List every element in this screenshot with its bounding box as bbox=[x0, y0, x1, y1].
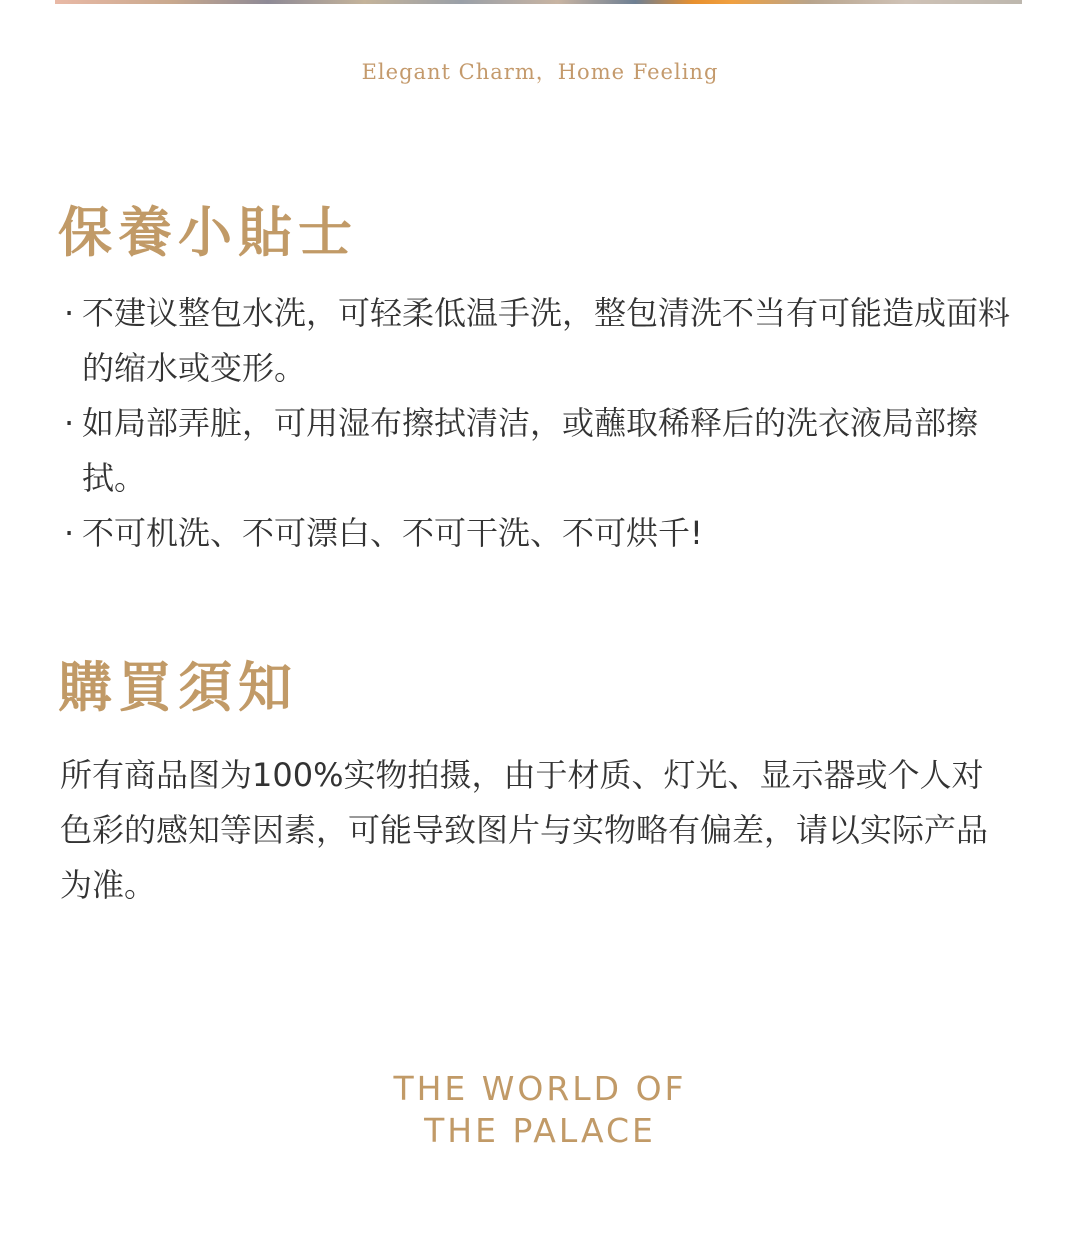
care-tips-title: 保養小貼士 bbox=[58, 200, 358, 264]
care-tip-item bbox=[60, 506, 1010, 561]
tagline: Elegant Charm，Home Feeling bbox=[361, 60, 719, 84]
purchase-notice-text: 所有商品图为100%实物拍摄，由于材质、灯光、显示器或个人对色彩的感知等因素，可能导致图片与实物略有偏差，请以实际产品为准。 bbox=[60, 756, 989, 904]
care-tip-text: 如局部弄脏，可用湿布擦拭清洁，或蘸取稀释后的洗衣液局部擦拭。 bbox=[82, 404, 979, 497]
bullet-dot: · bbox=[64, 294, 75, 332]
care-tip-item bbox=[60, 286, 1010, 396]
purchase-notice-title: 購買須知 bbox=[58, 655, 298, 719]
bullet-dot: · bbox=[64, 404, 75, 442]
care-tip-text: 不建议整包水洗，可轻柔低温手洗，整包清洗不当有可能造成面料的缩水或变形。 bbox=[82, 294, 1011, 387]
care-tip-item bbox=[60, 396, 1010, 506]
care-tip-text: 不可机洗、不可漂白、不可干洗、不可烘千! bbox=[82, 514, 703, 552]
footer-brand bbox=[0, 1068, 1080, 1152]
footer-brand-line-1: THE WORLD OF bbox=[393, 1069, 687, 1108]
bullet-dot: · bbox=[64, 514, 75, 552]
care-tips-list bbox=[60, 286, 1010, 561]
product-image-bottom-edge bbox=[55, 0, 1022, 4]
footer-brand-line-2: THE PALACE bbox=[424, 1111, 656, 1150]
